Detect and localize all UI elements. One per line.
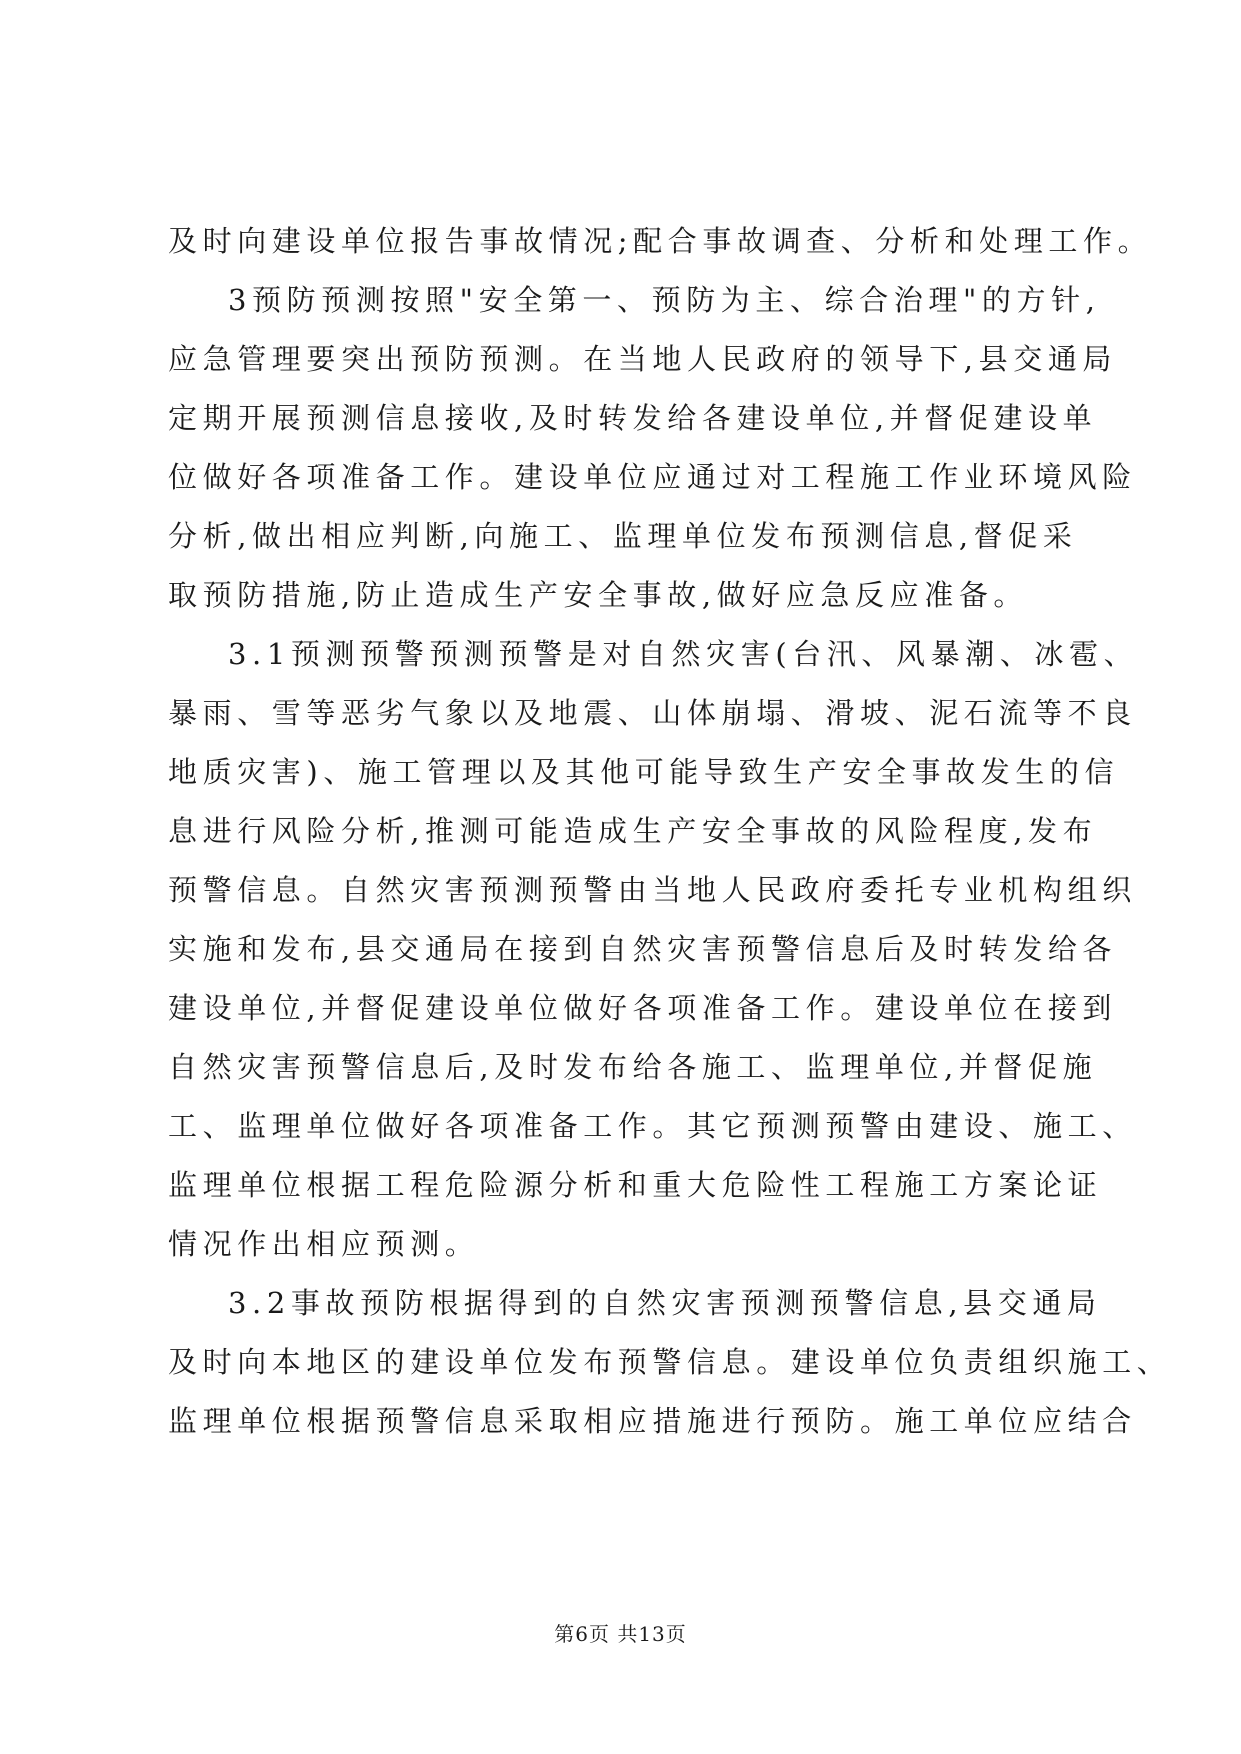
text-line: 工、监理单位做好各项准备工作。其它预测预警由建设、施工、	[168, 1109, 1137, 1143]
text-line: 位做好各项准备工作。建设单位应通过对工程施工作业环境风险	[168, 460, 1137, 494]
paragraph-start-line: 3.2事故预防根据得到的自然灾害预测预警信息,县交通局	[228, 1286, 1102, 1320]
document-body	[168, 212, 1172, 1451]
paragraph-start-line: 3.1预测预警预测预警是对自然灾害(台汛、风暴潮、冰雹、	[228, 637, 1139, 671]
text-line: 分析,做出相应判断,向施工、监理单位发布预测信息,督促采	[168, 519, 1078, 553]
text-line: 情况作出相应预测。	[168, 1227, 480, 1261]
text-line: 定期开展预测信息接收,及时转发给各建设单位,并督促建设单	[168, 401, 1098, 435]
text-line: 暴雨、雪等恶劣气象以及地震、山体崩塌、滑坡、泥石流等不良	[168, 696, 1137, 730]
text-line: 自然灾害预警信息后,及时发布给各施工、监理单位,并督促施	[168, 1050, 1098, 1084]
paragraph-start-line: 3预防预测按照"安全第一、预防为主、综合治理"的方针,	[228, 283, 1101, 317]
text-line: 实施和发布,县交通局在接到自然灾害预警信息后及时转发给各	[168, 932, 1118, 966]
text-line: 预警信息。自然灾害预测预警由当地人民政府委托专业机构组织	[168, 873, 1137, 907]
text-line: 取预防措施,防止造成生产安全事故,做好应急反应准备。	[168, 578, 1029, 612]
text-line: 监理单位根据预警信息采取相应措施进行预防。施工单位应结合	[168, 1404, 1137, 1438]
text-line: 监理单位根据工程危险源分析和重大危险性工程施工方案论证	[168, 1168, 1103, 1202]
page-number-footer: 第6页 共13页	[554, 1622, 687, 1646]
text-line: 及时向建设单位报告事故情况;配合事故调查、分析和处理工作。	[168, 224, 1153, 258]
text-line: 及时向本地区的建设单位发布预警信息。建设单位负责组织施工、	[168, 1345, 1172, 1379]
text-line: 建设单位,并督促建设单位做好各项准备工作。建设单位在接到	[168, 991, 1118, 1025]
text-line: 息进行风险分析,推测可能造成生产安全事故的风险程度,发布	[168, 814, 1098, 848]
text-line: 应急管理要突出预防预测。在当地人民政府的领导下,县交通局	[168, 342, 1118, 376]
text-line: 地质灾害)、施工管理以及其他可能导致生产安全事故发生的信	[168, 755, 1120, 789]
